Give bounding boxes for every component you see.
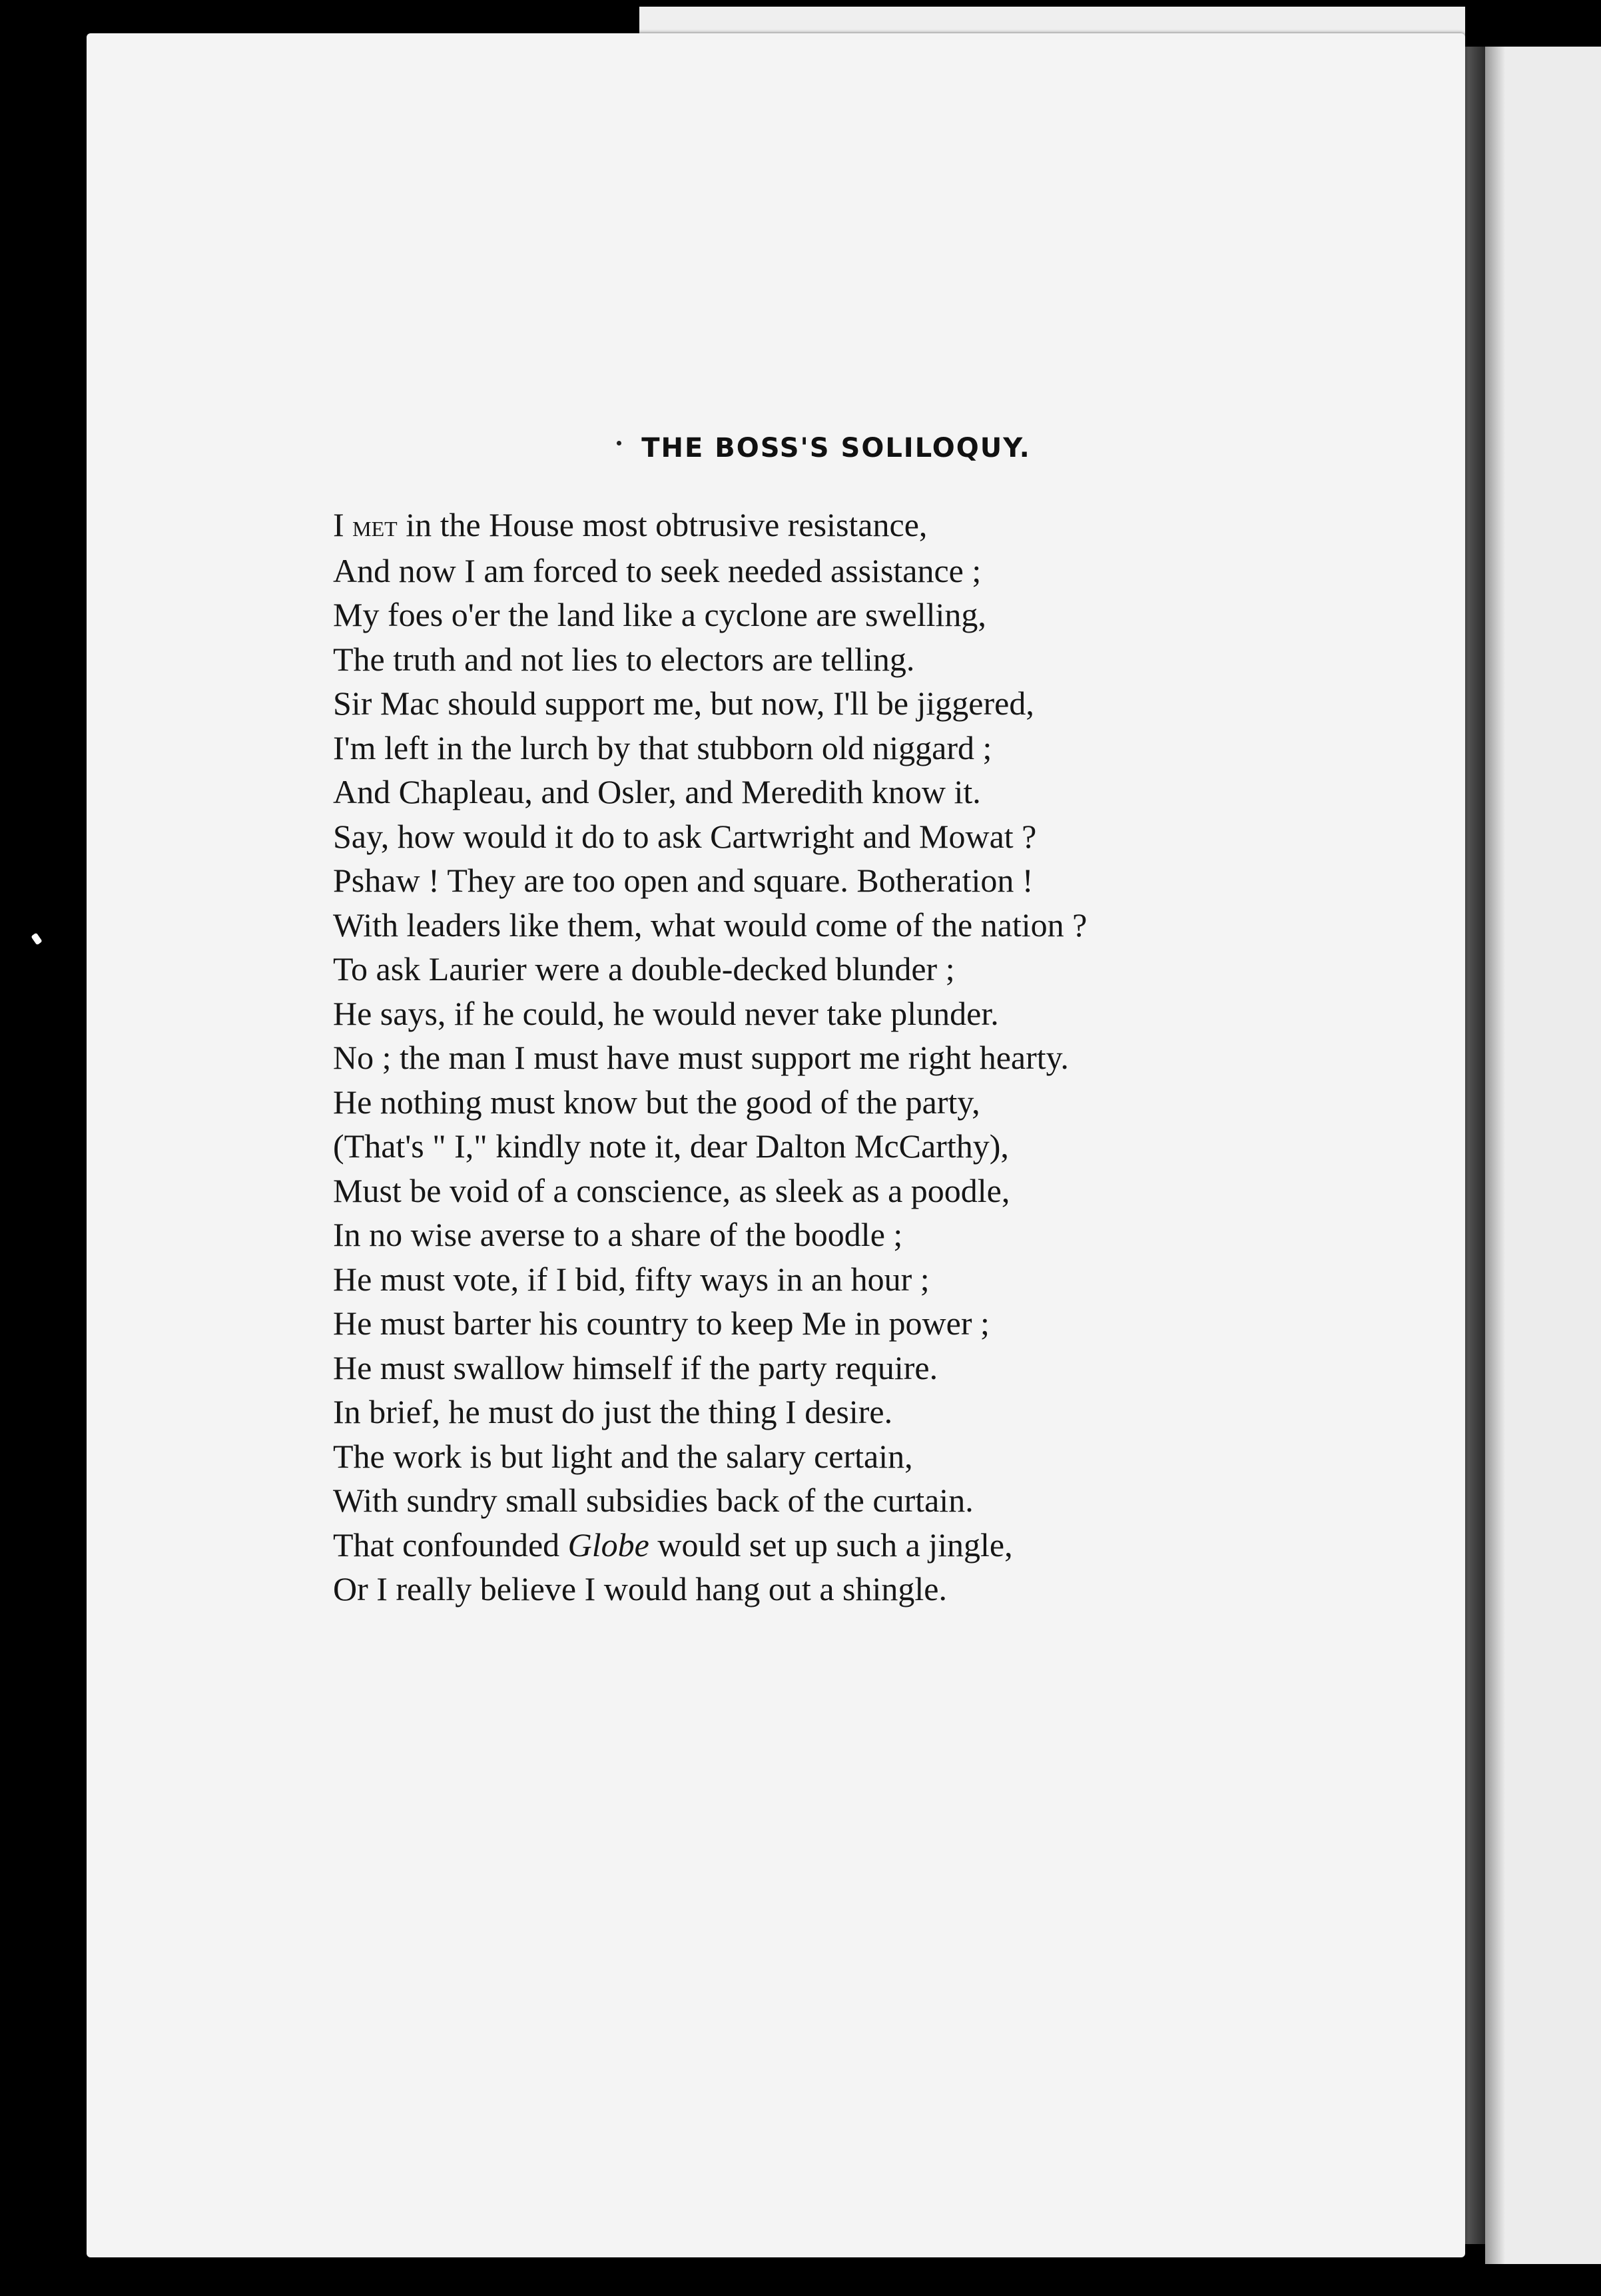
- poem-line: No ; the man I must have must support me right hearty.: [333, 1039, 1069, 1076]
- globe-line-after: would set up such a jingle,: [649, 1526, 1013, 1564]
- scan-artifact: [31, 933, 42, 946]
- poem-line: He must vote, if I bid, fifty ways in an hour ;: [333, 1260, 930, 1298]
- poem-line: Sir Mac should support me, but now, I'll be jiggered,: [333, 685, 1034, 722]
- first-line-initial: I: [333, 506, 353, 543]
- poem-line: Say, how would it do to ask Cartwright and Mowat ?: [333, 817, 1037, 855]
- poem-line: To ask Laurier were a double-decked blunder ;: [333, 950, 955, 988]
- poem-line: I'm left in the lurch by that stubborn old niggard ;: [333, 728, 992, 766]
- first-line-smallcaps: met: [352, 509, 398, 543]
- poem-line: Must be void of a conscience, as sleek as a poodle,: [333, 1171, 1010, 1209]
- first-line-rest: in the House most obtrusive resistance,: [397, 506, 928, 543]
- poem-line: (That's " I," kindly note it, dear Dalton McCarthy),: [333, 1127, 1009, 1165]
- next-page-shadow: [1485, 47, 1505, 2264]
- poem-line: In brief, he must do just the thing I desire.: [333, 1393, 893, 1430]
- poem-body: [333, 503, 1345, 1611]
- poem-line: He nothing must know but the good of the party,: [333, 1083, 980, 1121]
- poem-line: [333, 503, 1345, 549]
- poem-line: My foes o'er the land like a cyclone are swelling,: [333, 596, 986, 633]
- poem-line: Or I really believe I would hang out a shingle.: [333, 1570, 947, 1607]
- globe-newspaper-name: Globe: [567, 1526, 649, 1564]
- poem-line: He says, if he could, he would never take plunder.: [333, 994, 999, 1032]
- poem-line: With leaders like them, what would come of the nation ?: [333, 906, 1088, 944]
- poem-line: In no wise averse to a share of the boodle ;: [333, 1216, 903, 1253]
- poem-line: Pshaw ! They are too open and square. Botheration !: [333, 862, 1034, 899]
- poem-line: He must barter his country to keep Me in power ;: [333, 1304, 990, 1342]
- poem-line: And now I am forced to seek needed assistance ;: [333, 551, 982, 589]
- poem-line: He must swallow himself if the party require.: [333, 1348, 938, 1386]
- poem-line: [333, 1523, 1345, 1568]
- poem-line: The truth and not lies to electors are telling.: [333, 640, 915, 678]
- poem-line: The work is but light and the salary certain,: [333, 1437, 913, 1475]
- globe-line-before: That confounded: [333, 1526, 568, 1564]
- poem-line: And Chapleau, and Osler, and Meredith know it.: [333, 773, 981, 810]
- poem-title: THE BOSS'S SOLILOQUY.: [0, 433, 1601, 463]
- poem-line: With sundry small subsidies back of the curtain.: [333, 1482, 974, 1519]
- corner-mark: [1589, 7, 1598, 21]
